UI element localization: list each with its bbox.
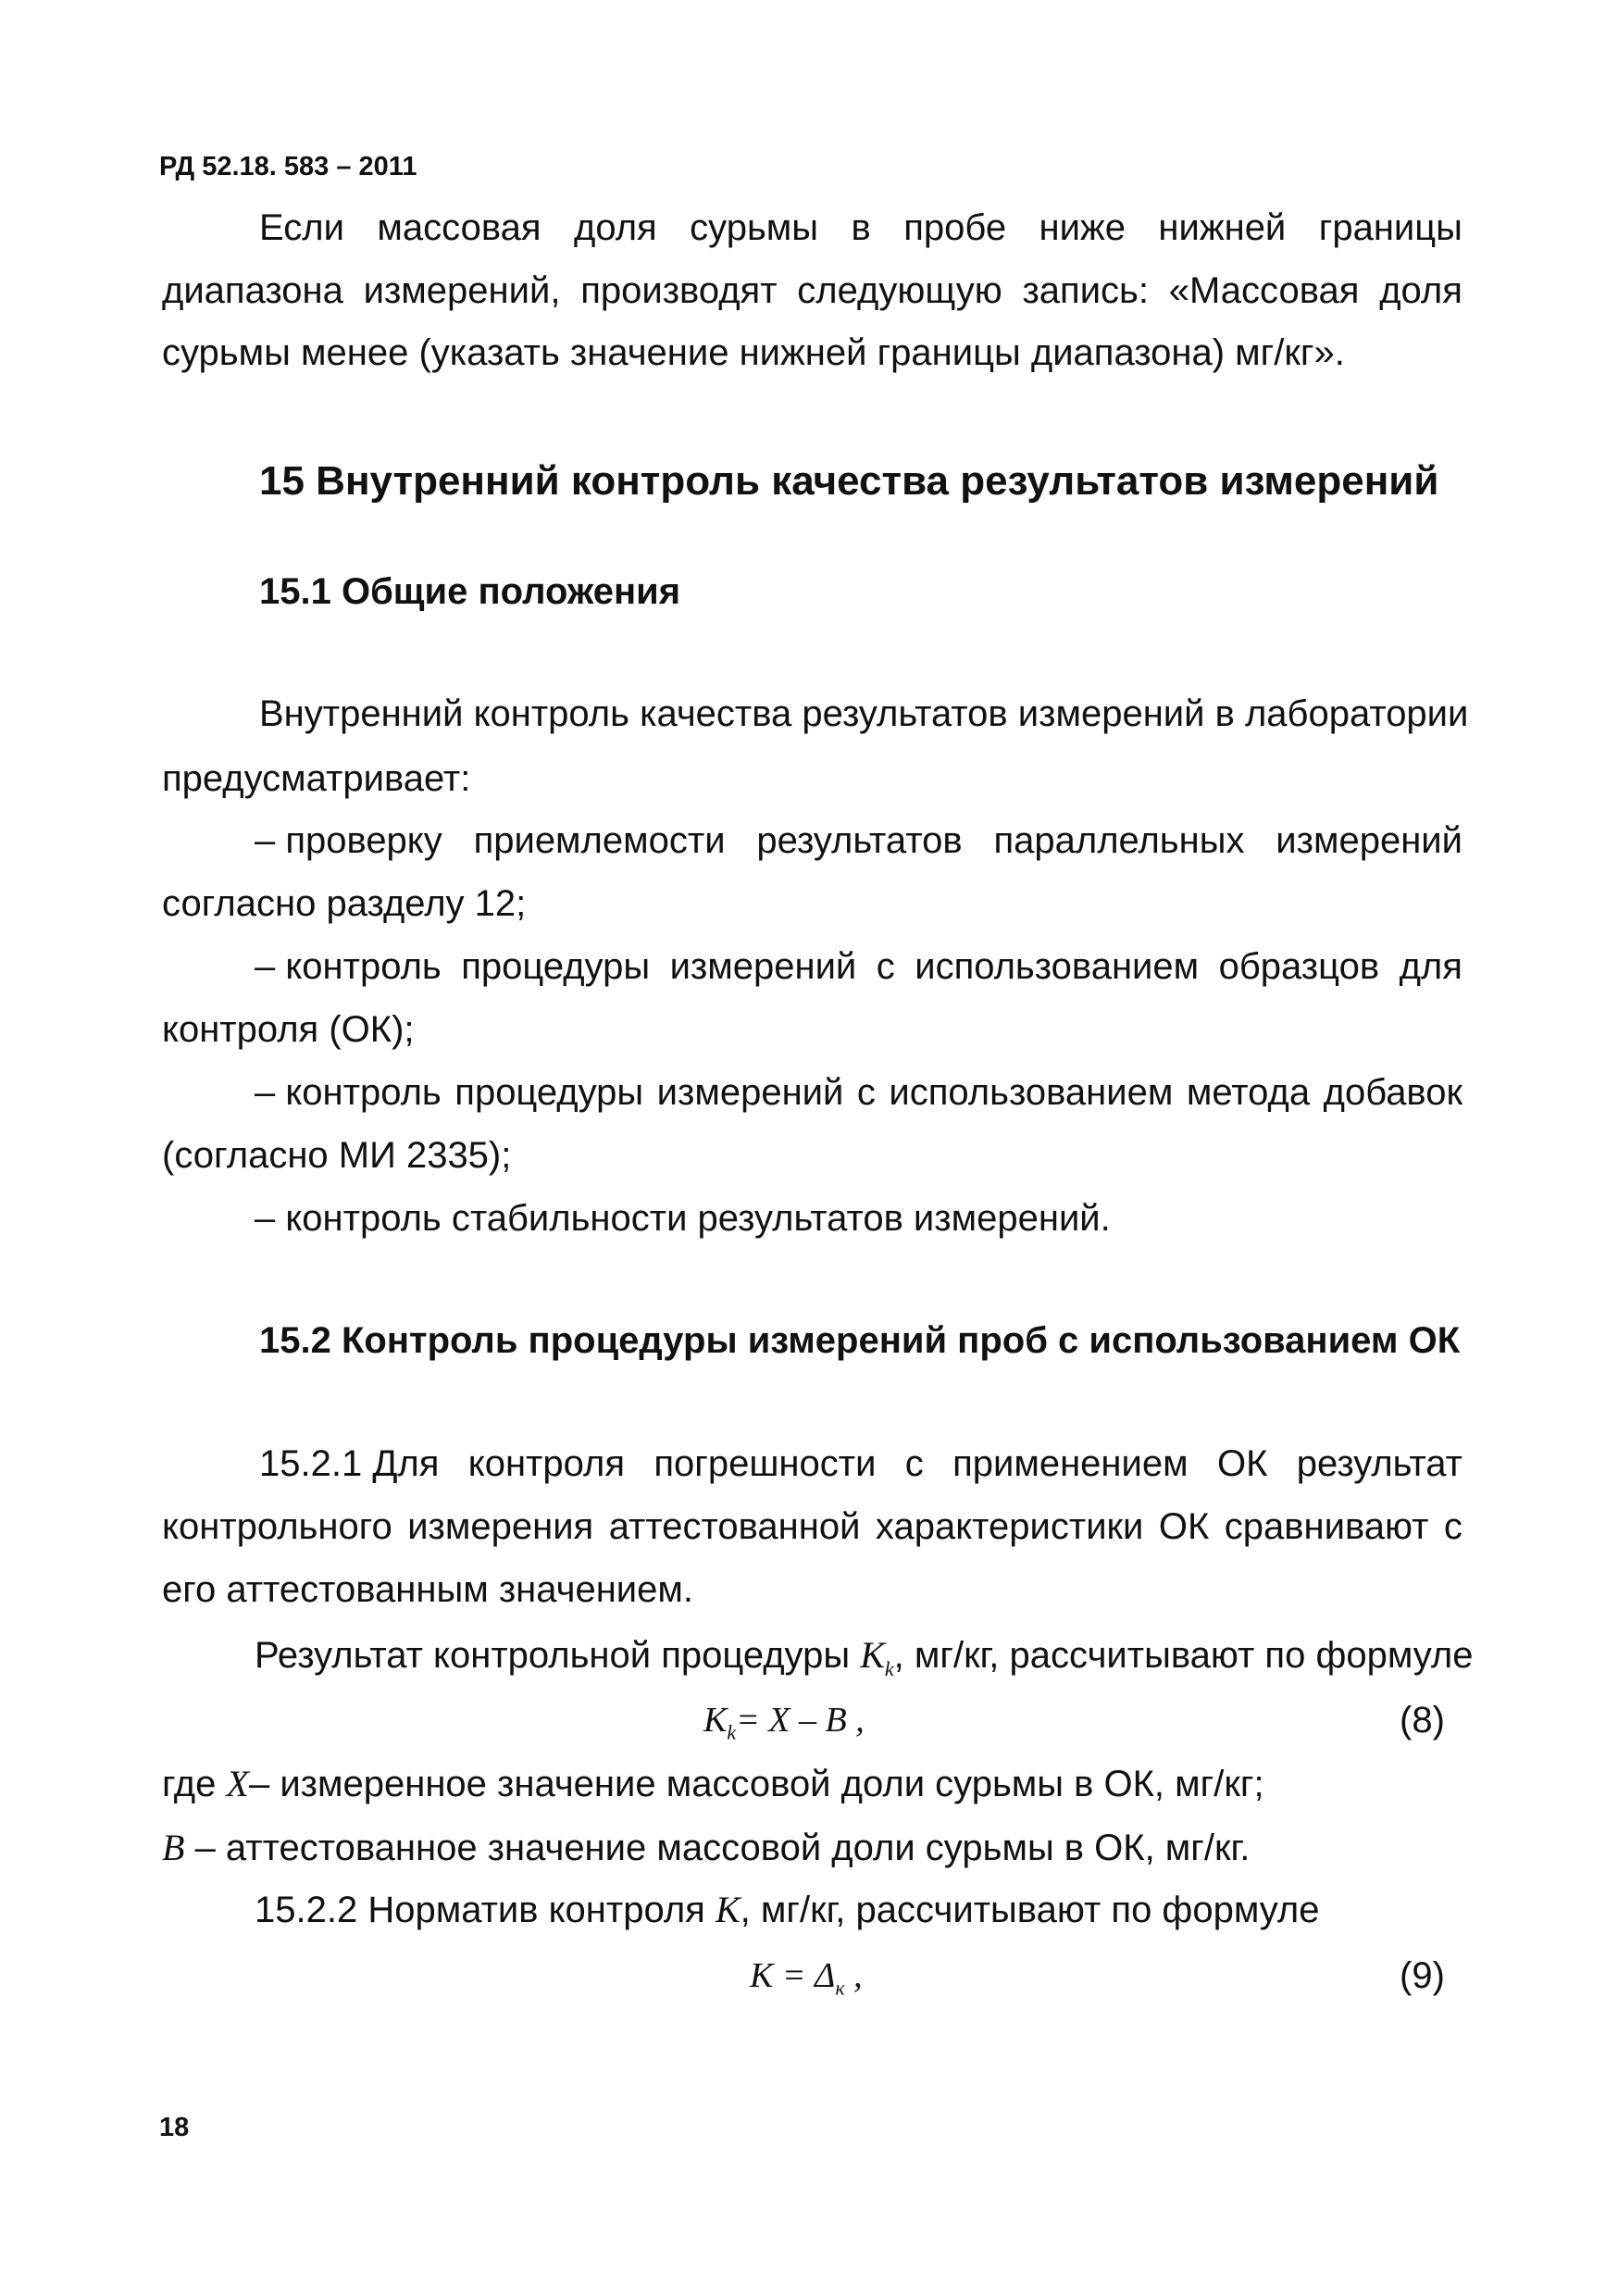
word: для <box>1399 946 1462 987</box>
formula-8: $K_k= X - B$ , <box>703 1701 865 1744</box>
paragraph-15-2-1-line-3: его аттестованным значением. <box>162 1569 694 1610</box>
list-item-3-line-2: (согласно МИ 2335); <box>162 1135 512 1176</box>
word: следующую <box>797 270 1002 311</box>
word: Если <box>259 207 344 248</box>
paragraph-15-2-2: 15.2.2 Норматив контроля K, мг/кг, рассчитывают по формуле <box>255 1889 1320 1930</box>
result-sentence: Результат контрольной процедуры $K_k$, мг/кг, рассчитывают по формуле <box>255 1634 1474 1680</box>
intro-line-1 <box>259 206 1462 250</box>
word: добавок <box>1323 1072 1462 1113</box>
word: – проверку <box>255 820 442 861</box>
section-15-2-title: 15.2 Контроль процедуры измерений проб с использованием ОК <box>259 1320 1461 1361</box>
word: использованием <box>915 946 1200 987</box>
word: измерений <box>656 1072 844 1113</box>
word: сурьмы <box>690 207 819 248</box>
word: с <box>1443 1506 1462 1547</box>
formula-9-number: (9) <box>1400 1955 1445 1996</box>
list-item-4: – контроль стабильности результатов измерений. <box>255 1198 1111 1239</box>
variable-k-k: $K_k$ <box>860 1634 894 1680</box>
word: – контроль <box>255 946 442 987</box>
word: ОК <box>1216 1443 1268 1484</box>
word: в <box>851 207 871 248</box>
word: ниже <box>1039 207 1126 248</box>
formula-8-number: (8) <box>1400 1700 1445 1741</box>
word: с <box>876 946 895 987</box>
word: параллельных <box>993 820 1245 861</box>
list-item-1-line-1 <box>255 818 1462 863</box>
word: контрольного <box>162 1506 392 1547</box>
word: образцов <box>1218 946 1380 987</box>
word: измерений <box>1276 820 1462 861</box>
list-item-3-line-1 <box>255 1070 1462 1115</box>
word: «Массовая <box>1168 270 1360 311</box>
section-15-1-paragraph-cont: предусматривает: <box>162 758 471 799</box>
word: нижней <box>1158 207 1287 248</box>
word: процедуры <box>454 1072 644 1113</box>
word: использованием <box>889 1072 1174 1113</box>
list-item-1-line-2: согласно разделу 12; <box>162 883 527 924</box>
page-number: 18 <box>159 2113 190 2142</box>
word: результат <box>1296 1443 1462 1484</box>
word: контроля <box>467 1443 625 1484</box>
word: метода <box>1186 1072 1311 1113</box>
list-item-2-line-1 <box>255 944 1462 989</box>
word: границы <box>1318 207 1462 248</box>
word: сравнивают <box>1224 1506 1429 1547</box>
formula-9: $K = \Delta_к$ , <box>750 1956 863 2000</box>
word: измерения <box>407 1506 594 1547</box>
word: с <box>856 1072 876 1113</box>
word: ОК <box>1158 1506 1210 1547</box>
word: измерений <box>669 946 857 987</box>
word: с <box>904 1443 924 1484</box>
section-15-1-paragraph: Внутренний контроль качества результатов измерений в лаборатории <box>259 693 1469 734</box>
word: измерений, <box>363 270 561 311</box>
word: диапазона <box>162 270 343 311</box>
section-15-1-title: 15.1 Общие положения <box>259 571 681 612</box>
where-b-line: B – аттестованное значение массовой доли сурьмы в ОК, мг/кг. <box>162 1827 1251 1868</box>
word: массовая <box>377 207 541 248</box>
word: 15.2.1 Для <box>259 1443 440 1484</box>
word: производят <box>580 270 778 311</box>
word: доля <box>573 207 657 248</box>
where-x-line: где X– измеренное значение массовой доли сурьмы в ОК, мг/кг; <box>162 1763 1264 1804</box>
word: – контроль <box>255 1072 442 1113</box>
paragraph-15-2-1-line-1 <box>259 1441 1462 1486</box>
word: характеристики <box>875 1506 1144 1547</box>
intro-line-2 <box>162 268 1462 313</box>
word: результатов <box>756 820 963 861</box>
word: применением <box>952 1443 1189 1484</box>
list-item-2-line-2: контроля (ОК); <box>162 1009 415 1050</box>
word: приемлемости <box>473 820 726 861</box>
document-code: РД 52.18. 583 – 2011 <box>159 152 417 181</box>
word: аттестованной <box>608 1506 861 1547</box>
word: процедуры <box>461 946 651 987</box>
word: пробе <box>903 207 1007 248</box>
word: погрешности <box>653 1443 877 1484</box>
intro-line-3: сурьмы менее (указать значение нижней границы диапазона) мг/кг». <box>162 332 1345 373</box>
section-15-title: 15 Внутренний контроль качества результатов измерений <box>259 458 1439 504</box>
word: запись: <box>1022 270 1150 311</box>
word: доля <box>1379 270 1462 311</box>
paragraph-15-2-1-line-2 <box>162 1504 1462 1549</box>
